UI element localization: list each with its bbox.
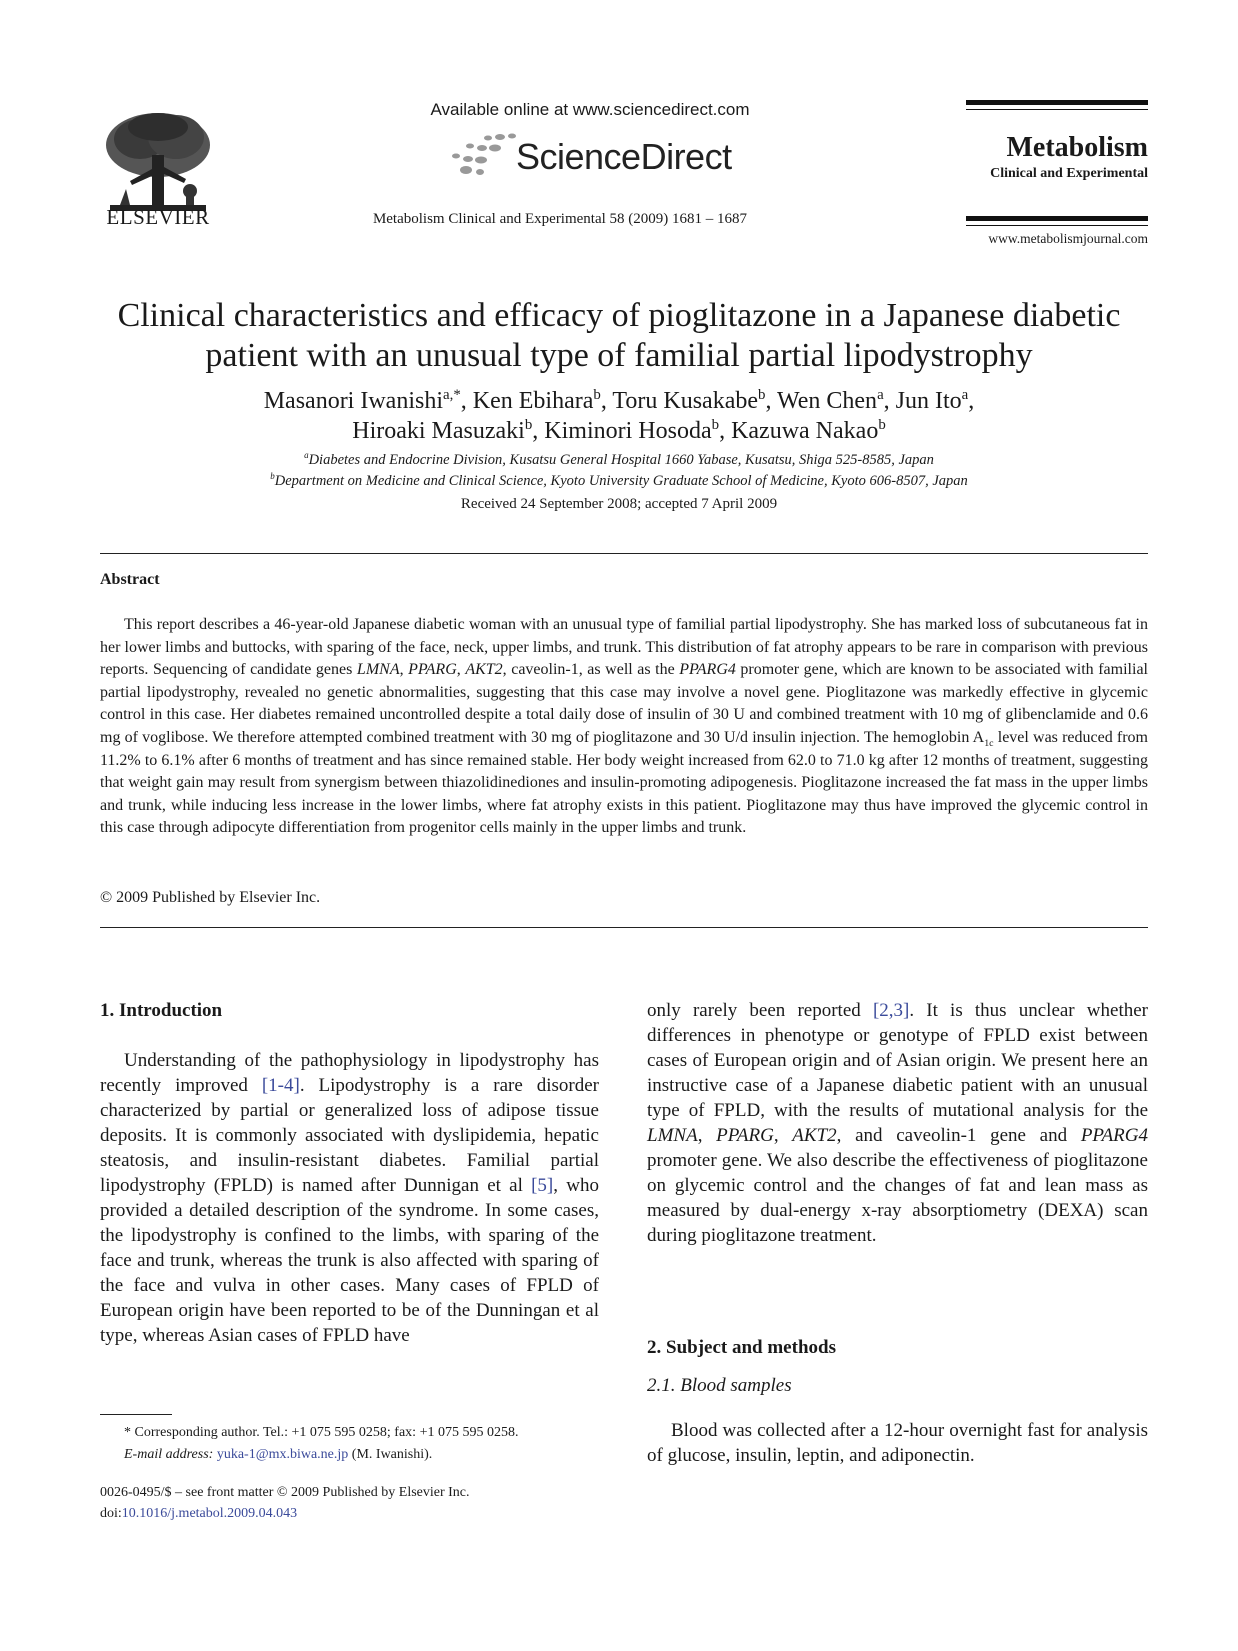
issn-note: 0026-0495/$ – see front matter © 2009 Published by Elsevier Inc. xyxy=(100,1485,470,1500)
available-online-text[interactable]: Available online at www.sciencedirect.com xyxy=(430,100,750,119)
author: Jun Ito$^a$, xyxy=(895,387,975,414)
journal-rule-top-thin xyxy=(966,109,1148,110)
sciencedirect-wordmark: ScienceDirect xyxy=(516,136,732,177)
footnote-rule xyxy=(100,1414,172,1415)
author: Ken Ebihara$^b$, xyxy=(472,387,613,414)
publisher-name: ELSEVIER xyxy=(106,205,210,229)
doi-link[interactable]: 10.1016/j.metabol.2009.04.043 xyxy=(121,1506,298,1521)
author: Masanori Iwanishi$^{a,*}$, xyxy=(263,387,473,414)
abstract-rule-top xyxy=(100,553,1148,554)
introduction-paragraph-continued: only rarely been reported [2,3]. It is thus unclear whether differences in phenotype or genotype of FPLD exist between cases of European origin and of Asian origin. We present here an instructive case of a Japanese diabetic patient with an unusual type of FPLD, with the results of mutational analysis for the LMNA, PPARG, AKT2, and caveolin-1 gene and PPARG4 promoter gene. We also describe the effectiveness of pioglitazone on glycemic control and the changes of fat and lean mass as measured by dual-energy x-ray absorptiometry (DEXA) scan during pioglitazone treatment. xyxy=(647,1000,1149,1246)
journal-citation: Metabolism Clinical and Experimental 58 (2009) 1681 – 1687 xyxy=(372,211,748,227)
citation-link[interactable]: [5] xyxy=(531,1175,554,1196)
author: Toru Kusakabe$^b$, xyxy=(612,387,778,414)
corresponding-author-note: * Corresponding author. Tel.: +1 075 595 0258; fax: +1 075 595 0258. xyxy=(124,1425,519,1440)
article-title xyxy=(90,296,1148,376)
abstract-copyright: © 2009 Published by Elsevier Inc. xyxy=(100,889,321,906)
author: Wen Chen$^a$, xyxy=(777,387,896,414)
author: Kazuwa Nakao$^b$ xyxy=(731,417,886,444)
abstract-rule-bottom xyxy=(100,927,1148,928)
section-heading-introduction: 1. Introduction xyxy=(100,1000,223,1021)
sciencedirect-dots-icon xyxy=(448,132,518,178)
doi-note: doi:10.1016/j.metabol.2009.04.043 xyxy=(100,1506,298,1521)
subsection-heading-blood-samples: 2.1. Blood samples xyxy=(647,1375,792,1396)
author: Hiroaki Masuzaki$^b$, xyxy=(352,417,545,444)
email-link[interactable]: yuka-1@mx.biwa.ne.jp xyxy=(216,1447,349,1462)
author-list xyxy=(90,386,1148,446)
blood-samples-paragraph: Blood was collected after a 12-hour overnight fast for analysis of glucose, insulin, leptin, and adiponectin. xyxy=(647,1420,1148,1466)
article-title-line-1: Clinical characteristics and efficacy of pioglitazone in a Japanese diabetic xyxy=(117,297,1121,334)
affiliation-a: $^a$Diabetes and Endocrine Division, Kusatsu General Hospital 1660 Yabase, Kusatsu, Shiga 525-8585, Japan xyxy=(304,450,934,468)
journal-rule-bottom xyxy=(966,216,1148,221)
journal-rule-top xyxy=(966,100,1148,105)
abstract-body: This report describes a 46-year-old Japanese diabetic woman with an unusual type of familial partial lipodystrophy. She has marked loss of subcutaneous fat in her lower limbs and buttocks, with sparing of the face, neck, upper limbs, and trunk. This distribution of fat atrophy appears to be rare in comparison with previous reports. Sequencing of candidate genes LMNA, PPARG, AKT2, caveolin-1, as well as the PPARG4 promoter gene, which are known to be associated with familial partial lipodystrophy, revealed no genetic abnormalities, suggesting that this case may involve a novel gene. Pioglitazone was markedly effective in glycemic control in this case. Her diabetes remained uncontrolled despite a total daily dose of insulin of 30 U and combined treatment with 10 mg of glibenclamide and 0.6 mg of voglibose. We therefore attempted combined treatment with 30 mg of pioglitazone and 30 U/d insulin injection. The hemoglobin $A_{1c}$ level was reduced from 11.2% to 6.1% after 6 months of treatment and has since remained stable. Her body weight increased from 62.0 to 71.0 kg after 12 months of treatment, suggesting that weight gain may result from synergism between thiazolidinediones and insulin-promoting adipogenesis. Pioglitazone increased the fat mass in the upper limbs and trunk, while inducing less increase in the lower limbs, where fat atrophy exists in this patient. Pioglitazone may thus have improved the glycemic control in this case through adipocyte differentiation from progenitor cells mainly in the upper limbs and trunk. xyxy=(100,616,1148,837)
affiliation-b: $^b$Department on Medicine and Clinical Science, Kyoto University Graduate School of Medicine, Kyoto 606-8507, Japan xyxy=(270,471,968,489)
author: Kiminori Hosoda$^b$, xyxy=(544,417,732,444)
section-heading-subject-methods: 2. Subject and methods xyxy=(647,1337,836,1358)
journal-title: Metabolism xyxy=(1006,132,1148,163)
journal-rule-bottom-thin xyxy=(966,225,1148,226)
received-dates: Received 24 September 2008; accepted 7 April 2009 xyxy=(460,496,778,512)
article-title-line-2: patient with an unusual type of familial partial lipodystrophy xyxy=(205,337,1033,374)
introduction-paragraph: Understanding of the pathophysiology in lipodystrophy has recently improved [1-4]. Lipodystrophy is a rare disorder characterized by partial or generalized loss of adipose tissue deposits. It is commonly associated with dyslipidemia, hepatic steatosis, and insulin-resistant diabetes. Familial partial lipodystrophy (FPLD) is named after Dunnigan et al [5], who provided a detailed description of the syndrome. In some cases, the lipodystrophy is confined to the limbs, with sparing of the face and trunk, whereas the trunk is also affected with sparing of the face and vulva in other cases. Many cases of FPLD of European origin have been reported to be of the Dunningan et al type, whereas Asian cases of FPLD have xyxy=(100,1050,599,1346)
email-note: E-mail address: yuka-1@mx.biwa.ne.jp (M. Iwanishi). xyxy=(124,1447,433,1462)
abstract-heading: Abstract xyxy=(100,571,160,588)
citation-link[interactable]: [2,3] xyxy=(872,1000,910,1021)
journal-url[interactable]: www.metabolismjournal.com xyxy=(988,231,1148,246)
citation-link[interactable]: [1-4] xyxy=(261,1075,300,1096)
journal-subtitle: Clinical and Experimental xyxy=(990,166,1148,181)
